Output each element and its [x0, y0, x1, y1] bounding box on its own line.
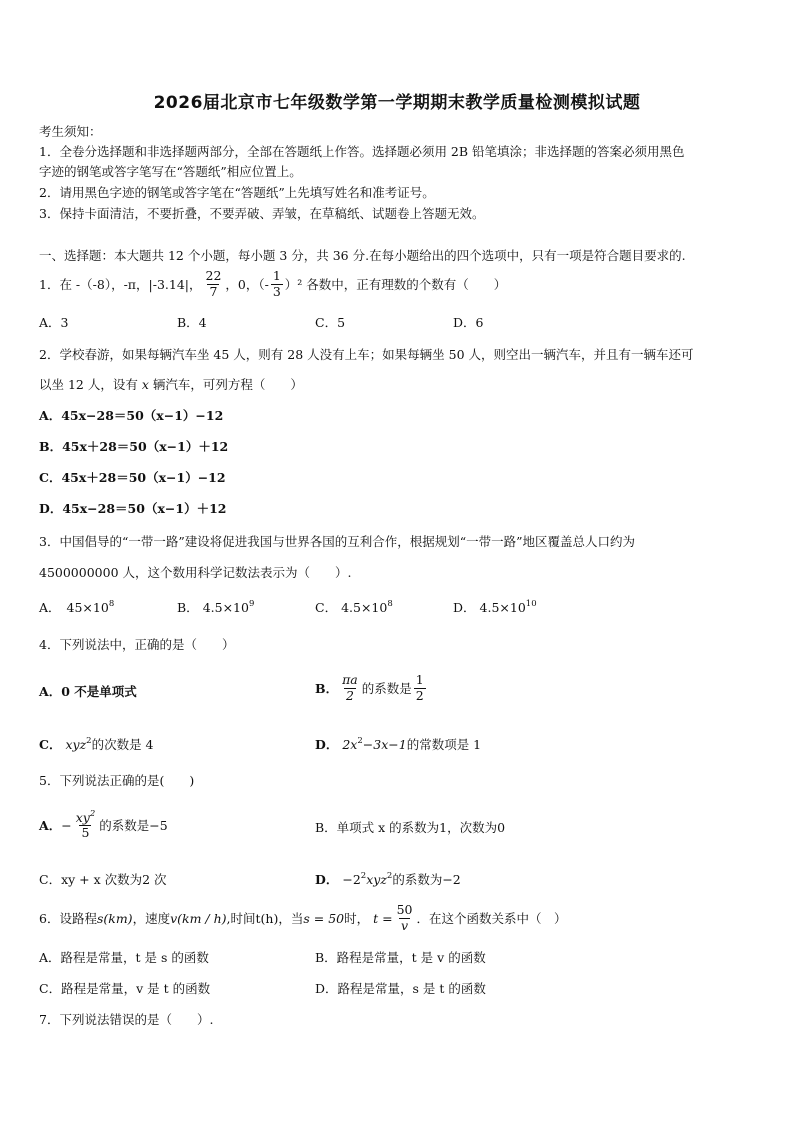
q2-option-c: C．45x＋28＝50（x−1）−12 [39, 470, 226, 485]
q6-option-c: C．路程是常量，v 是 t 的函数 [39, 981, 211, 996]
q6-fraction-50-v: $\frac{50}{v}$ [396, 902, 413, 933]
notice-item-3: 3．保持卡面清洁，不要折叠，不要弄破、弄皱，在草稿纸、试题卷上答题无效。 [39, 206, 485, 221]
notice-item-2: 2．请用黑色字迹的钢笔或答字笔在“答题纸”上先填写姓名和准考证号。 [39, 185, 435, 200]
q4-option-a: A．0 不是单项式 [39, 684, 137, 699]
q6-option-a: A．路程是常量，t 是 s 的函数 [39, 950, 209, 965]
q5-option-d: D． $-2^2xyz^2$的系数为−2 [315, 871, 461, 887]
q3-option-c: C． $4.5\times 10^8$ [315, 599, 393, 615]
q1-prefix: 1．在 -（-8），-π，|-3.14|， [39, 277, 202, 292]
q5-option-c: C．xy + x 次数为2 次 [39, 872, 167, 887]
q4-b-fraction-half: $\frac{1}{2}$ [415, 672, 424, 703]
q4-option-b: B． $\frac{\pi a}{2}$ 的系数是 $\frac{1}{2}$ [315, 672, 424, 703]
q1-fraction-1-3: $\frac{1}{3}$ [272, 268, 281, 299]
q1-option-b: B．4 [177, 315, 207, 330]
q2-option-b: B．45x＋28＝50（x−1）＋12 [39, 439, 229, 454]
q3-option-a: A． $45\times 10^8$ [39, 599, 115, 615]
page-title: 2026届北京市七年级数学第一学期期末教学质量检测模拟试题 [153, 93, 641, 113]
q3-option-d: D． $4.5\times 10^{10}$ [453, 599, 537, 615]
q4-option-c: C． xyz$^2$的次数是 4 [39, 736, 154, 752]
q1-option-a: A．3 [39, 315, 69, 330]
q2-option-d: D．45x−28＝50（x−1）＋12 [39, 501, 227, 516]
q6-option-b: B．路程是常量，t 是 v 的函数 [315, 950, 486, 965]
q4-b-fraction-pi-a: $\frac{\pi a}{2}$ [342, 672, 358, 703]
q1-option-d: D．6 [453, 315, 484, 330]
q1-option-c: C．5 [315, 315, 346, 330]
q5-a-fraction: $\frac{xy^2}{5}$ [75, 808, 96, 840]
notice-heading: 考生须知： [39, 124, 102, 139]
q2-option-a: A．45x−28＝50（x−1）−12 [39, 408, 224, 423]
q3-line-2: 4500000000 人，这个数用科学记数法表示为（ ）. [39, 565, 352, 580]
q5-option-b: B．单项式 x 的系数为1，次数为0 [315, 820, 506, 835]
q3-line-1: 3．中国倡导的“一带一路”建设将促进我国与世界各国的互利合作，根据规划“一带一路”地区覆盖总人口约为 [39, 534, 636, 549]
q1-middle: ，0，（- [225, 277, 269, 292]
q5-option-a: A． − $\frac{xy^2}{5}$ 的系数是−5 [39, 808, 168, 840]
question-1 [39, 265, 506, 303]
q6-option-d: D．路程是常量，s 是 t 的函数 [315, 981, 486, 996]
section-1-heading: 一、选择题：本大题共 12 个小题，每小题 3 分，共 36 分.在每小题给出的四个选项中，只有一项是符合题目要求的. [39, 248, 686, 263]
q2-line-1: 2．学校春游，如果每辆汽车坐 45 人，则有 28 人没有上车；如果每辆坐 50 人，则空出一辆汽车，并且有一辆车还可 [39, 347, 694, 362]
q5-stem: 5．下列说法正确的是( ) [39, 773, 195, 788]
q4-stem: 4．下列说法中，正确的是（ ） [39, 637, 235, 652]
q6-stem: 6．设路程 s(km) ，速度 v(km / h) ,时间 t(h) ，当 s = 50 时， t = $\frac{50}{v}$ ．在这个函数关系中（ ） [39, 902, 567, 933]
q7-stem: 7．下列说法错误的是（ ）. [39, 1012, 214, 1027]
q4-option-d: D． $2x^2-3x-1$的常数项是 1 [315, 736, 482, 752]
q3-option-b: B． $4.5\times 10^9$ [177, 599, 255, 615]
q2-line-2: 以坐 12 人，设有 x 辆汽车，可列方程（ ） [39, 377, 303, 392]
q1-suffix: ）² 各数中，正有理数的个数有（ ） [284, 277, 507, 292]
notice-item-1-line-1: 1．全卷分选择题和非选择题两部分，全部在答题纸上作答。选择题必须用 2B 铅笔填涂；非选择题的答案必须用黑色 [39, 144, 685, 159]
notice-item-1-line-2: 字迹的钢笔或答字笔写在“答题纸”相应位置上。 [39, 164, 302, 179]
q1-fraction-22-7: $\frac{22}{7}$ [205, 268, 222, 299]
